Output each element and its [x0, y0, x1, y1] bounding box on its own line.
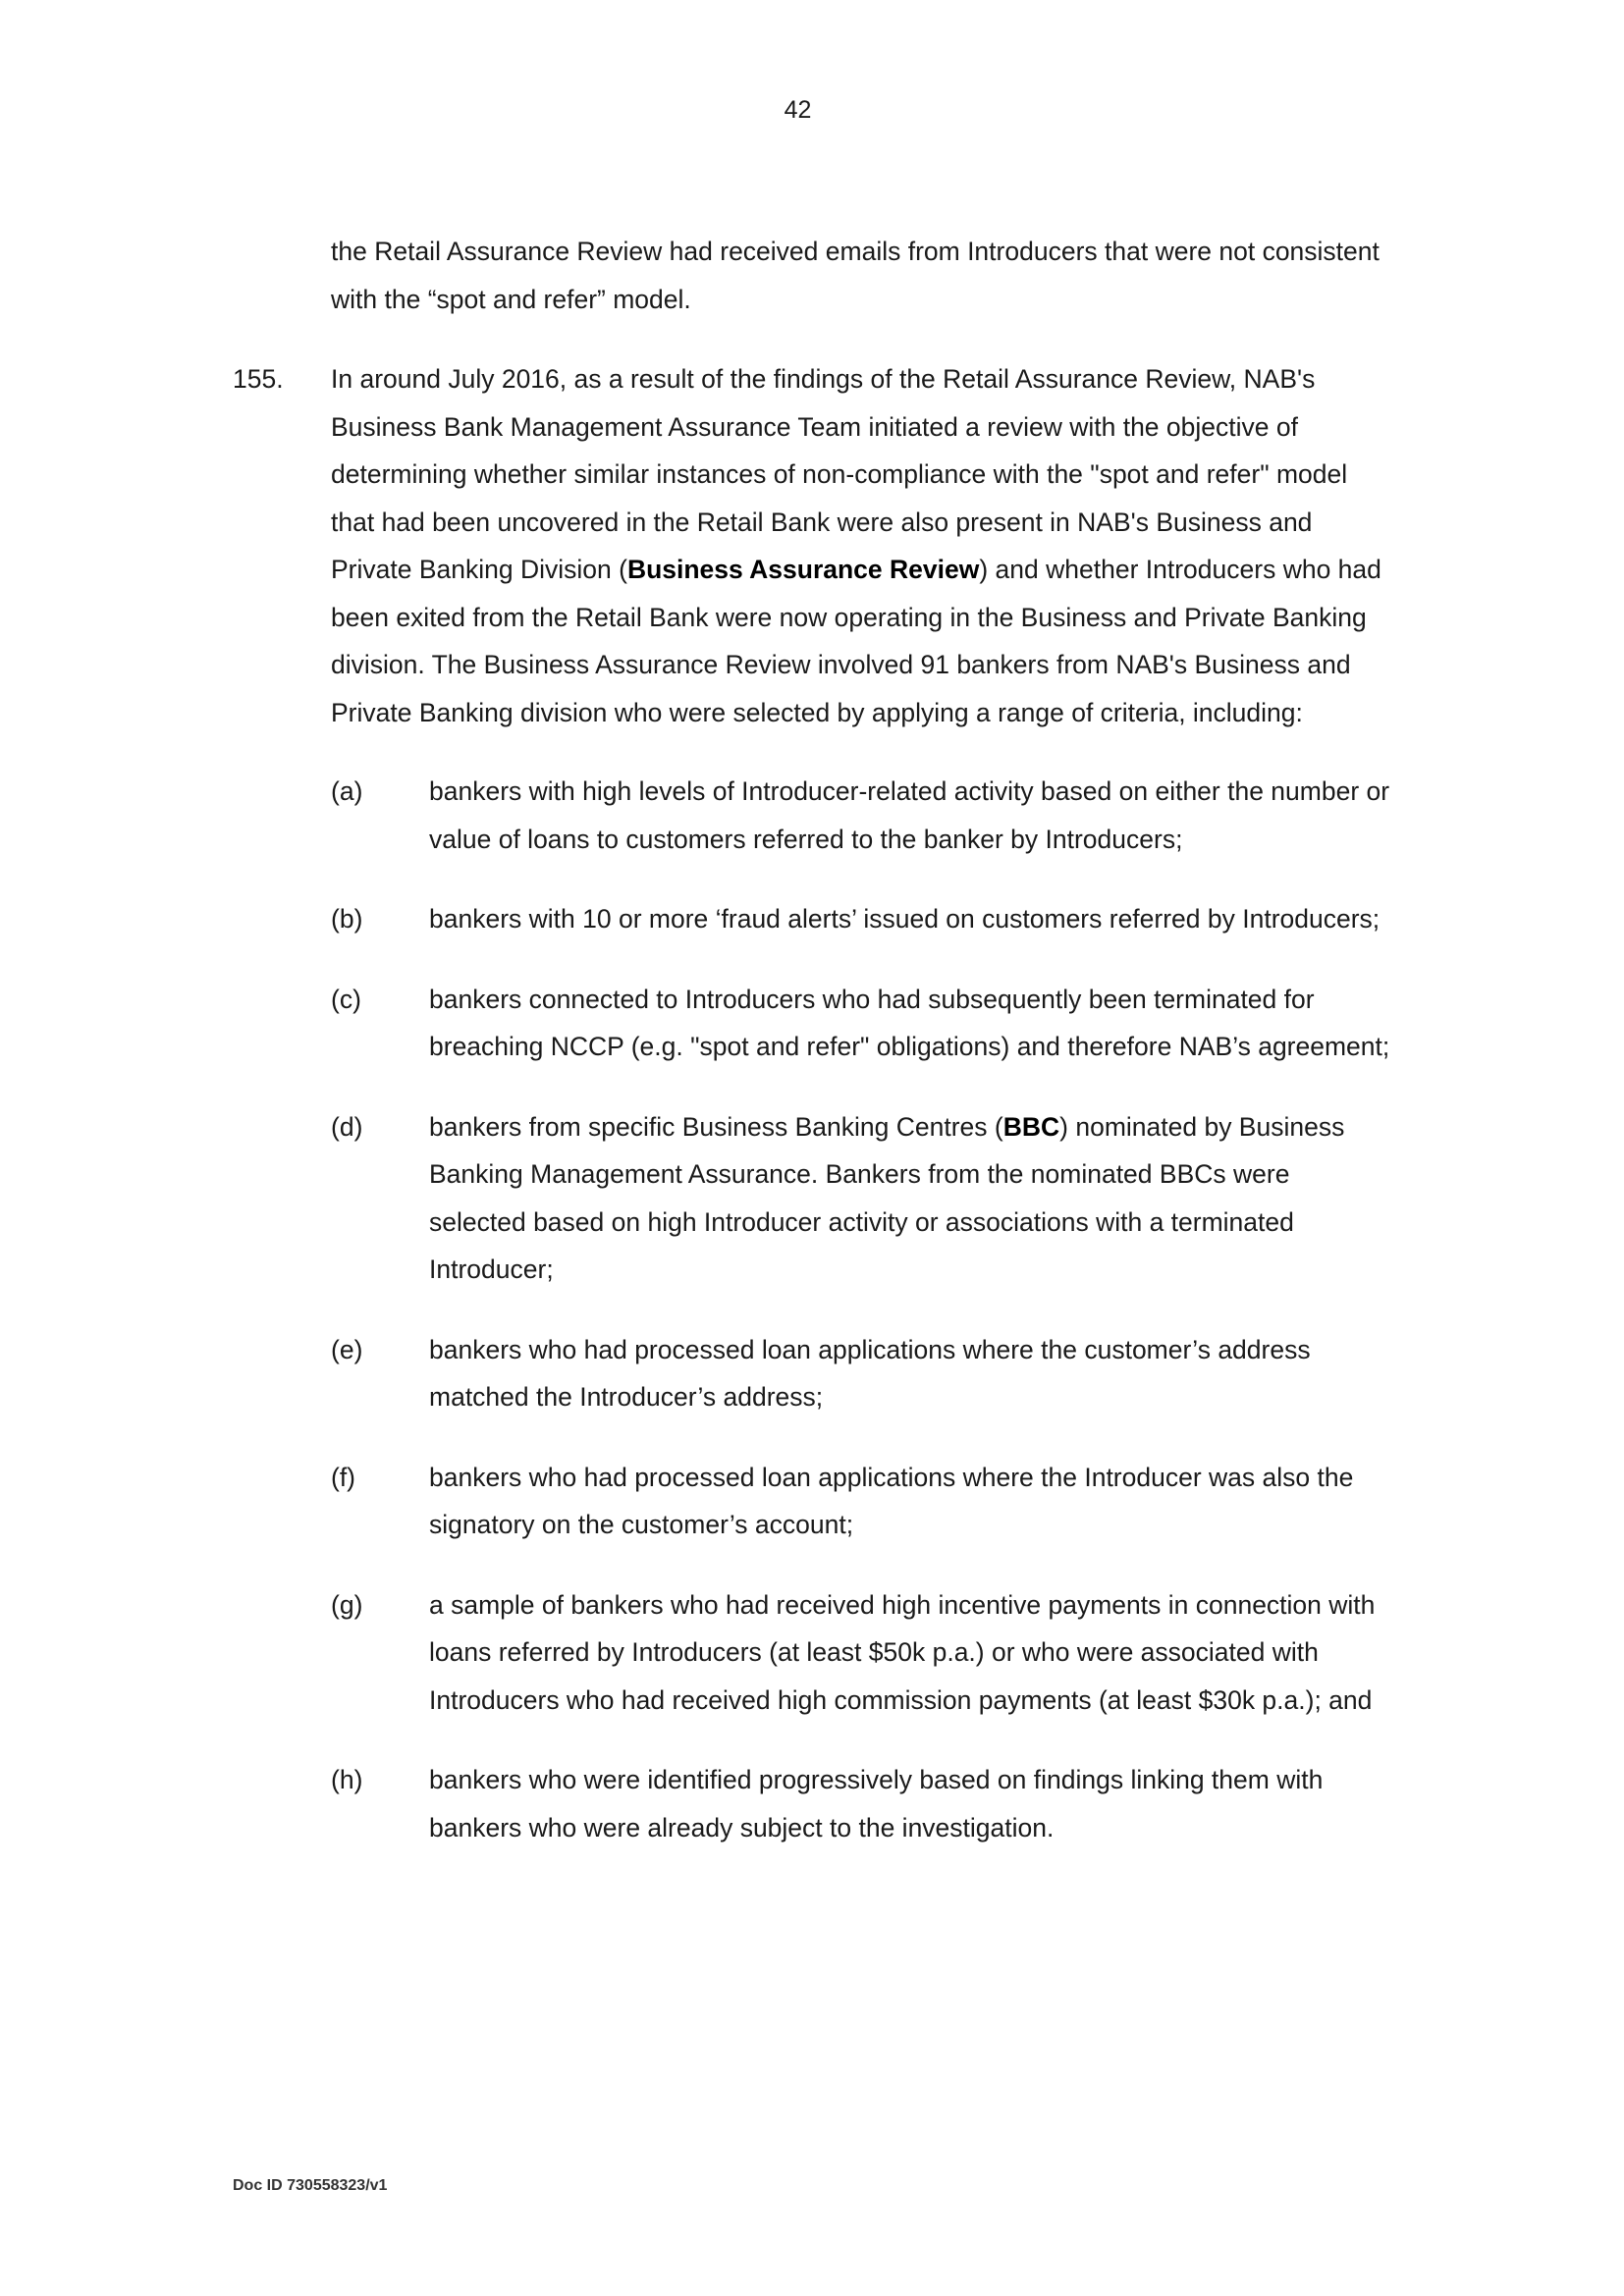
list-item [331, 895, 1391, 943]
list-item [331, 1756, 1391, 1851]
list-item-text: bankers with 10 or more ‘fraud alerts’ issued on customers referred by Introducers; [429, 904, 1380, 934]
list-item [331, 768, 1391, 863]
document-id-footer: Doc ID 730558323/v1 [233, 2177, 388, 2194]
list-item-letter: (a) [331, 776, 363, 806]
paragraph-text-after-term: ) and whether Introducers who had been exited from the Retail Bank were now operating in the Business and Private Banking division. The Business Assurance Review involved 91 bankers from NAB's Business and Private Banking division who were selected by applying a range of criteria, including: [331, 555, 1381, 727]
list-item [331, 976, 1391, 1071]
list-item-text-after-term: ) nominated by Business Banking Management Assurance. Bankers from the nominated BBCs were selected based on high Introducer activity or associations with a terminated Introducer; [429, 1111, 1345, 1284]
list-item-text: bankers connected to Introducers who had subsequently been terminated for breaching NCCP (e.g. "spot and refer" obligations) and therefore NAB’s agreement; [429, 984, 1390, 1061]
list-item-letter: (b) [331, 904, 363, 934]
paragraph-number: 155. [233, 364, 284, 394]
list-item [331, 1454, 1391, 1549]
list-item-letter: (c) [331, 984, 361, 1014]
list-item-letter: (e) [331, 1334, 363, 1364]
paragraph-text-before-term: In around July 2016, as a result of the findings of the Retail Assurance Review, NAB's Business Bank Management Assurance Team initiated a review with the objective of determining whether similar instances of non-compliance with the "spot and refer" model that had been uncovered in the Retail Bank were also present in NAB's Business and Private Banking Division ( [331, 364, 1348, 584]
document-body [233, 228, 1391, 1884]
continuation-paragraph: the Retail Assurance Review had received emails from Introducers that were not consistent with the “spot and refer” model. [331, 237, 1380, 314]
page-number: 42 [784, 96, 812, 124]
list-item-text: a sample of bankers who had received high incentive payments in connection with loans referred by Introducers (at least $50k p.a.) or who were associated with Introducers who had received high commission payments (at least $30k p.a.); and [429, 1589, 1376, 1715]
list-item-text: bankers with high levels of Introducer-related activity based on either the number or value of loans to customers referred to the banker by Introducers; [429, 776, 1390, 854]
list-item-text: bankers who had processed loan applications where the Introducer was also the signatory on the customer’s account; [429, 1462, 1354, 1539]
list-item-text: bankers who were identified progressively based on findings linking them with bankers who were already subject to the investigation. [429, 1765, 1324, 1842]
list-item-text-before-term: bankers from specific Business Banking Centres ( [429, 1111, 1003, 1142]
list-item-letter: (f) [331, 1462, 356, 1492]
list-item [331, 1103, 1391, 1294]
defined-term-business-assurance-review: Business Assurance Review [626, 555, 980, 584]
defined-term-bbc: BBC [1002, 1111, 1060, 1142]
paragraph-155 [233, 355, 1391, 736]
list-item-letter: (g) [331, 1589, 363, 1620]
list-item-letter: (d) [331, 1111, 363, 1142]
list-item [331, 1326, 1391, 1421]
list-item [331, 1581, 1391, 1725]
list-item-text: bankers who had processed loan applications where the customer’s address matched the Introducer’s address; [429, 1334, 1311, 1412]
list-item-letter: (h) [331, 1765, 363, 1794]
